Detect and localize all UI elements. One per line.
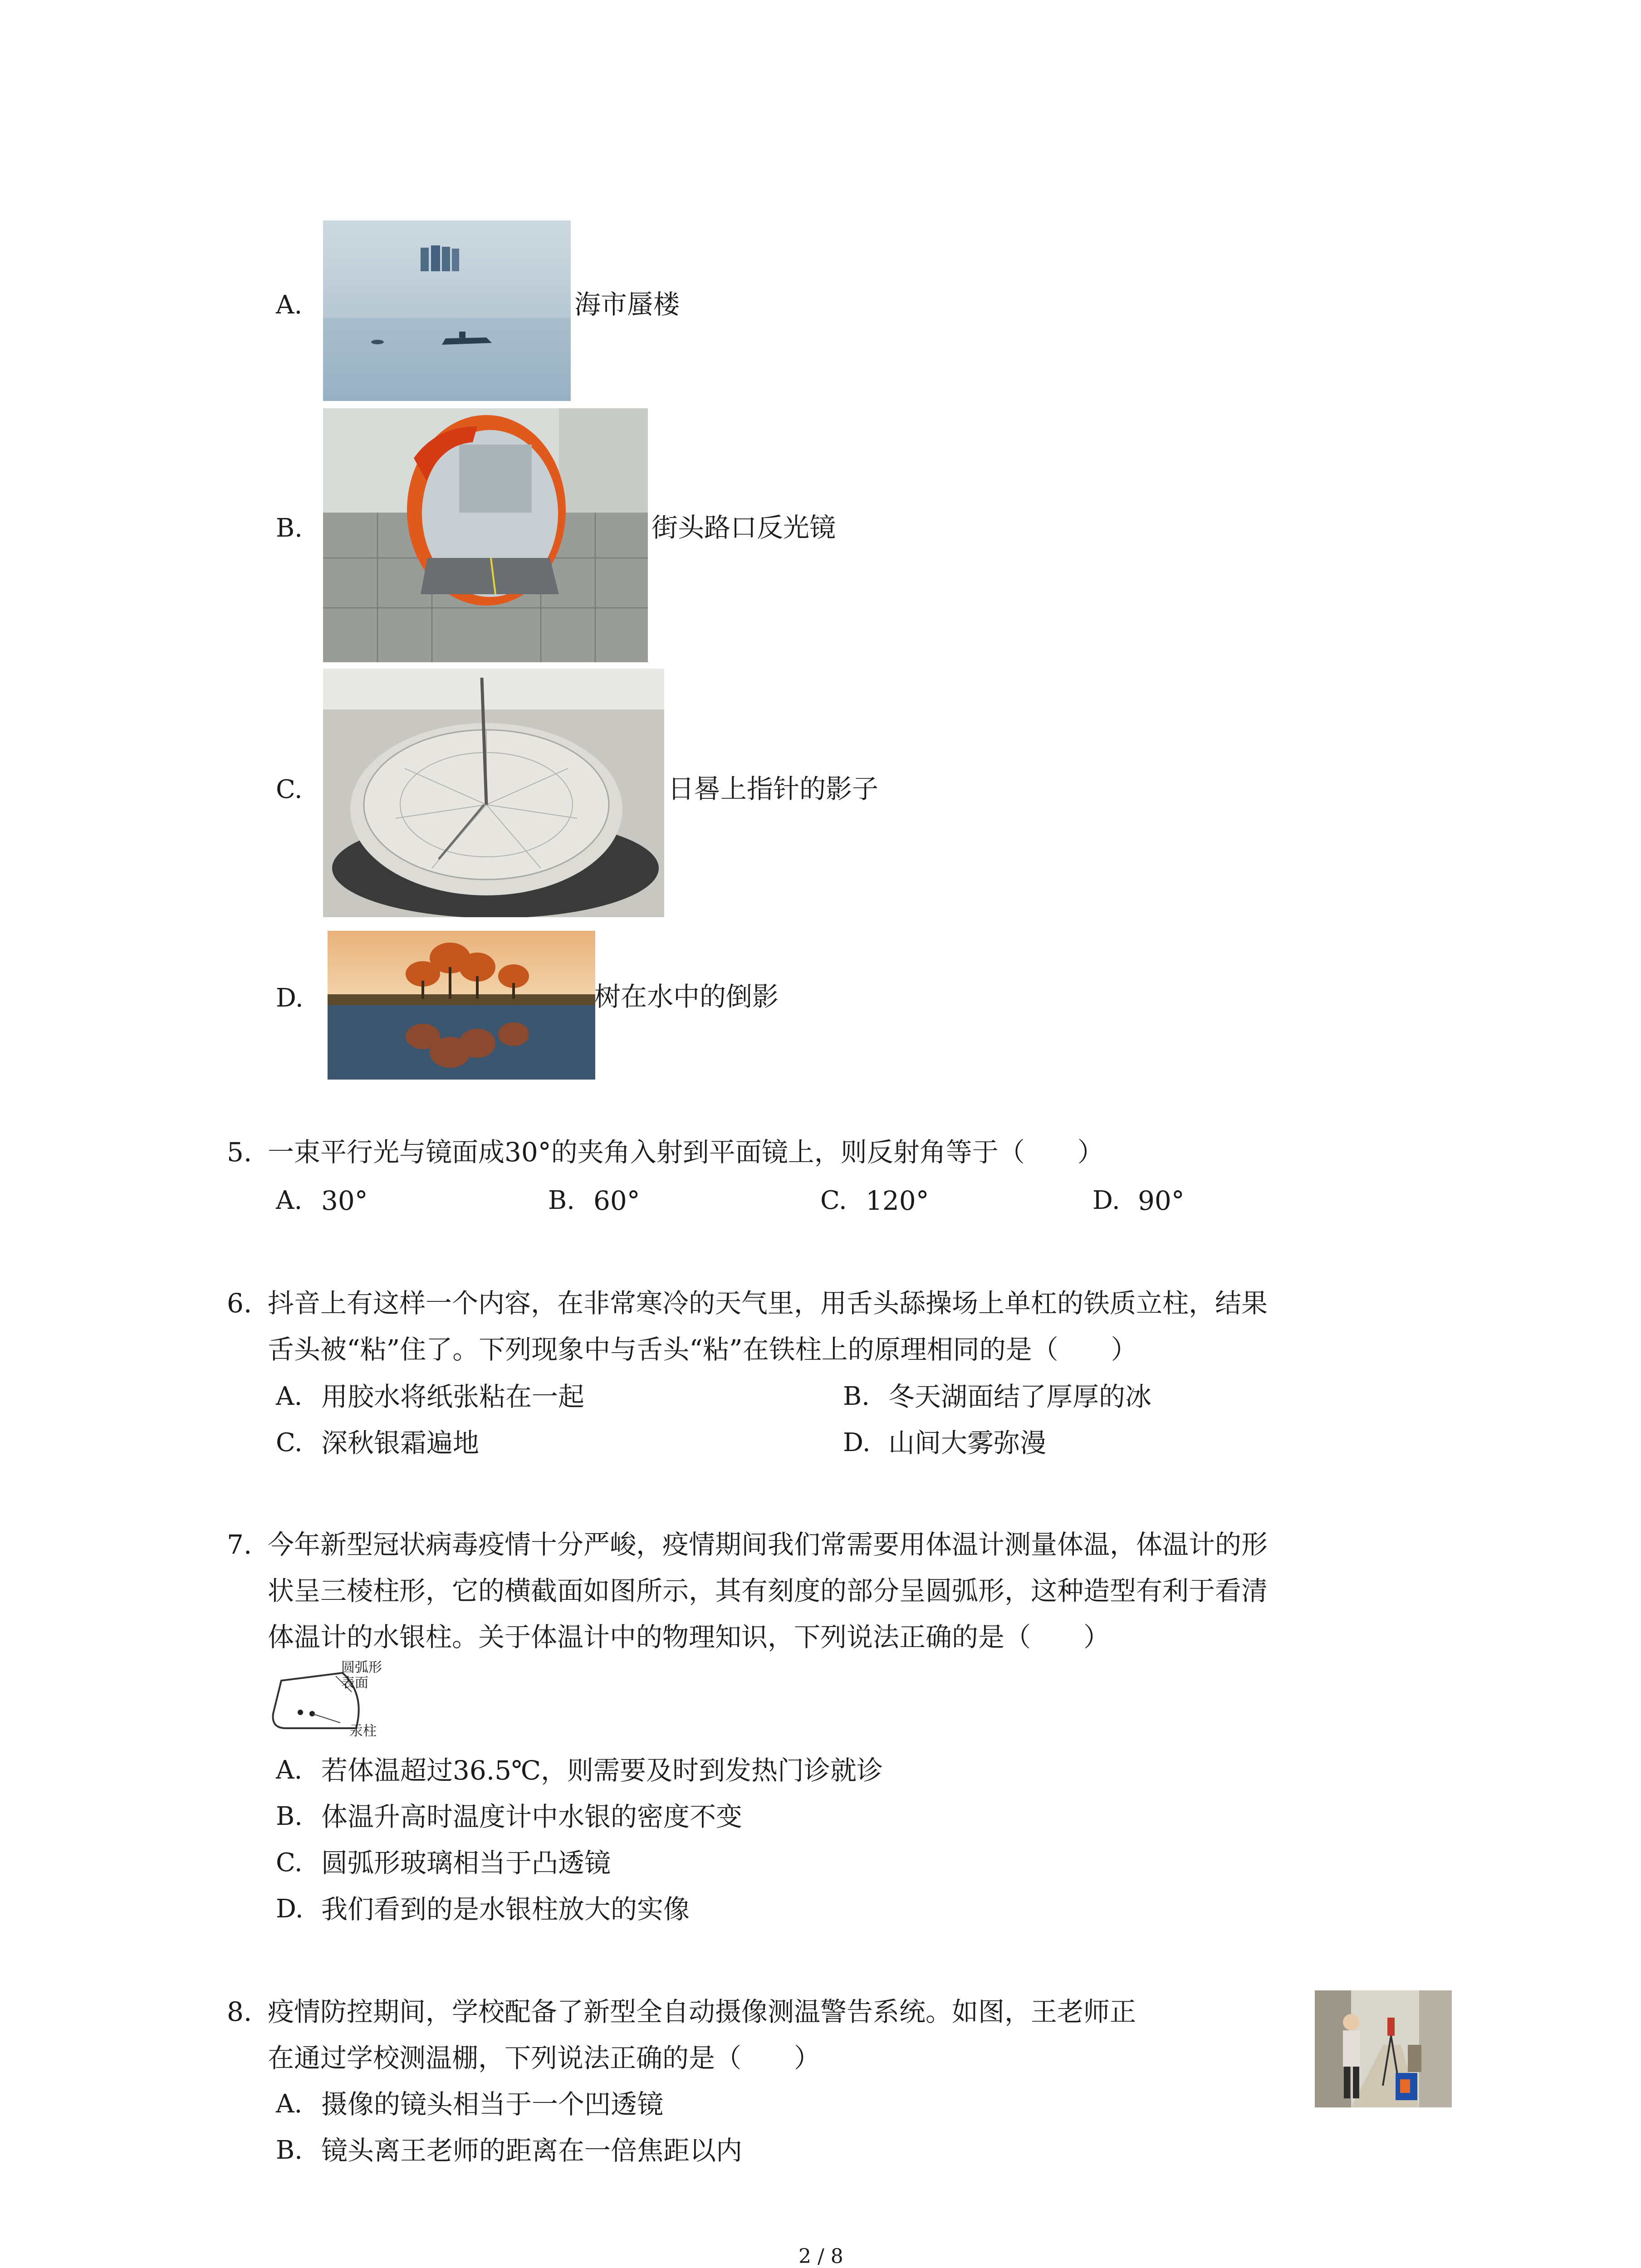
thermometer-cross-section-diagram — [268, 1660, 404, 1742]
figure-label-surface: 表面 — [341, 1675, 368, 1691]
q6-option-d-text: 山间大雾弥漫 — [888, 1427, 1047, 1458]
q8-option-b-text: 镜头离王老师的距离在一倍焦距以内 — [321, 2135, 743, 2166]
q6-option-b-letter: B. — [843, 1382, 870, 1411]
q7-stem-line-3: 体温计的水银柱。关于体温计中的物理知识，下列说法正确的是（ ） — [268, 1622, 1110, 1652]
mirage-photo-icon — [323, 220, 571, 401]
q4-option-c-caption: 日晷上指针的影子 — [668, 773, 879, 804]
page-number: 2 / 8 — [798, 2245, 843, 2268]
q5-option-a-text: 30° — [321, 1185, 368, 1216]
q6-option-a-letter: A. — [276, 1382, 303, 1411]
q7-stem-line-1: 今年新型冠状病毒疫情十分严峻，疫情期间我们常需要用体温计测量体温，体温计的形 — [268, 1529, 1268, 1560]
convex-mirror-photo-icon — [323, 408, 648, 662]
q7-stem-line-2: 状呈三棱柱形，它的横截面如图所示，其有刻度的部分呈圆弧形，这种造型有利于看清 — [268, 1575, 1268, 1606]
q4-option-a-caption: 海市蜃楼 — [574, 289, 680, 320]
q8-stem-line-1: 疫情防控期间，学校配备了新型全自动摄像测温警告系统。如图，王老师正 — [268, 1996, 1136, 2027]
q5-option-c-text: 120° — [866, 1185, 929, 1216]
sundial-photo-icon — [323, 669, 664, 917]
q8-option-a-letter: A. — [276, 2089, 303, 2119]
q7-option-b-text: 体温升高时温度计中水银的密度不变 — [321, 1801, 743, 1832]
q5-option-d-text: 90° — [1138, 1185, 1185, 1216]
q4-option-d-caption: 树在水中的倒影 — [594, 981, 779, 1012]
q4-option-a-letter: A. — [276, 290, 303, 320]
q5-option-c-letter: C. — [820, 1186, 847, 1215]
figure-label-arc: 圆弧形 — [341, 1660, 382, 1676]
q5-option-b-text: 60° — [593, 1185, 640, 1216]
q7-option-a-text: 若体温超过36.5℃，则需要及时到发热门诊就诊 — [321, 1755, 883, 1786]
q6-option-c-text: 深秋银霜遍地 — [321, 1427, 480, 1458]
q4-option-b-letter: B. — [276, 513, 303, 543]
figure-label-mercury: 汞柱 — [349, 1723, 377, 1739]
q5-option-b-letter: B. — [548, 1186, 575, 1215]
q8-number: 8. — [227, 1996, 252, 2027]
q7-option-d-text: 我们看到的是水银柱放大的实像 — [321, 1894, 690, 1925]
q6-stem-line-1: 抖音上有这样一个内容，在非常寒冷的天气里，用舌头舔操场上单杠的铁质立柱，结果 — [268, 1288, 1268, 1319]
q7-option-b-letter: B. — [276, 1802, 303, 1831]
q5-option-a-letter: A. — [276, 1186, 303, 1215]
q8-option-a-text: 摄像的镜头相当于一个凹透镜 — [321, 2089, 664, 2120]
q7-option-d-letter: D. — [276, 1894, 304, 1924]
q4-option-b-caption: 街头路口反光镜 — [652, 512, 836, 543]
q6-option-b-text: 冬天湖面结了厚厚的冰 — [888, 1381, 1152, 1412]
q6-number: 6. — [227, 1288, 252, 1319]
q5-stem: 一束平行光与镜面成30°的夹角入射到平面镜上，则反射角等于（ ） — [268, 1137, 1104, 1168]
q7-number: 7. — [227, 1529, 252, 1560]
q7-option-a-letter: A. — [276, 1755, 303, 1785]
q8-stem-line-2: 在通过学校测温棚，下列说法正确的是（ ） — [268, 2043, 821, 2073]
q4-option-c-letter: C. — [276, 775, 303, 804]
q6-option-c-letter: C. — [276, 1428, 303, 1457]
q6-option-a-text: 用胶水将纸张粘在一起 — [321, 1381, 585, 1412]
tree-reflection-photo-icon — [328, 931, 595, 1080]
q8-option-b-letter: B. — [276, 2136, 303, 2165]
q7-option-c-text: 圆弧形玻璃相当于凸透镜 — [321, 1848, 611, 1878]
q6-option-d-letter: D. — [843, 1428, 871, 1457]
q4-option-d-letter: D. — [276, 983, 304, 1013]
q6-stem-line-2: 舌头被“粘”住了。下列现象中与舌头“粘”在铁柱上的原理相同的是（ ） — [268, 1334, 1137, 1365]
q5-number: 5. — [227, 1137, 252, 1168]
q5-option-d-letter: D. — [1092, 1186, 1120, 1215]
temperature-camera-photo-icon — [1315, 1990, 1452, 2107]
q7-option-c-letter: C. — [276, 1848, 303, 1877]
